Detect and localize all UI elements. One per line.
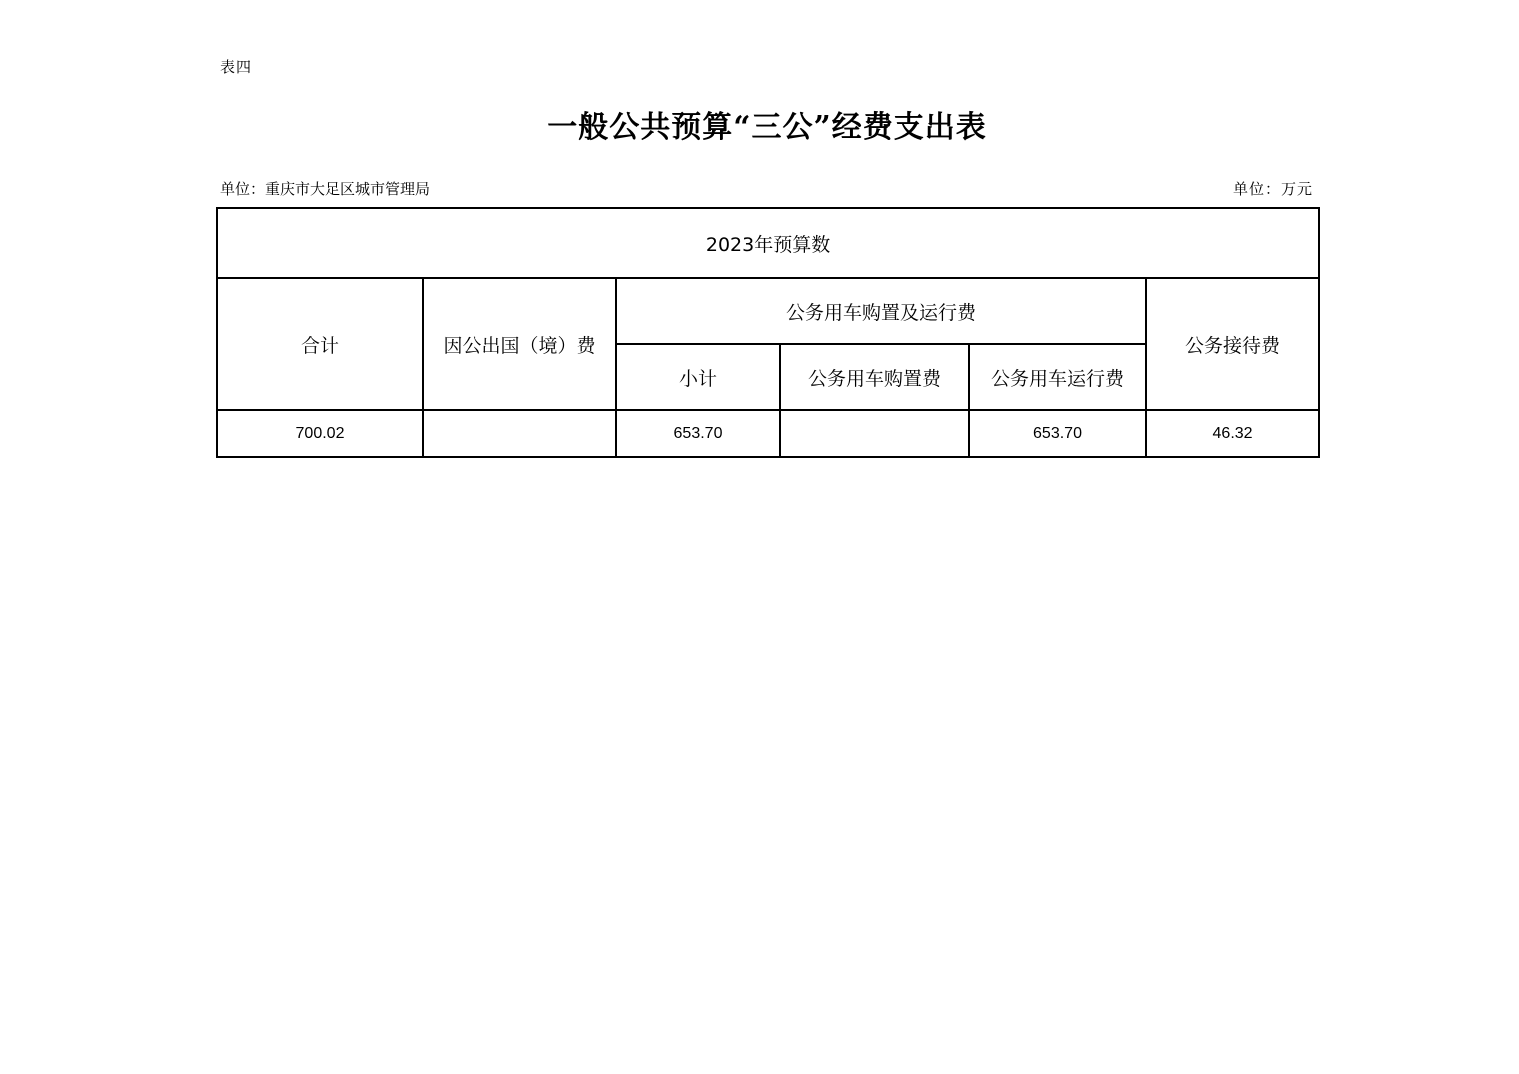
header-reception: 公务接待费 [1146, 278, 1319, 410]
cell-vehicle-purchase [780, 410, 969, 457]
cell-vehicle-operation: 653.70 [969, 410, 1146, 457]
page-title: 一般公共预算“三公”经费支出表 [547, 110, 987, 145]
header-budget-year: 2023年预算数 [217, 208, 1319, 278]
header-total: 合计 [217, 278, 423, 410]
cell-overseas-travel [423, 410, 616, 457]
three-public-expenses-table [216, 207, 1320, 458]
cell-subtotal: 653.70 [616, 410, 780, 457]
unit-organization: 单位：重庆市大足区城市管理局 [220, 180, 431, 198]
unit-currency: 单位：万元 [1232, 180, 1313, 198]
cell-reception: 46.32 [1146, 410, 1319, 457]
cell-total: 700.02 [217, 410, 423, 457]
header-vehicle-purchase: 公务用车购置费 [780, 344, 969, 410]
page-label: 表四 [220, 58, 253, 76]
header-overseas-travel: 因公出国（境）费 [423, 278, 616, 410]
header-vehicle-operation: 公务用车运行费 [969, 344, 1146, 410]
header-subtotal: 小计 [616, 344, 780, 410]
header-vehicle-group: 公务用车购置及运行费 [616, 278, 1146, 344]
table-row [217, 410, 1319, 457]
